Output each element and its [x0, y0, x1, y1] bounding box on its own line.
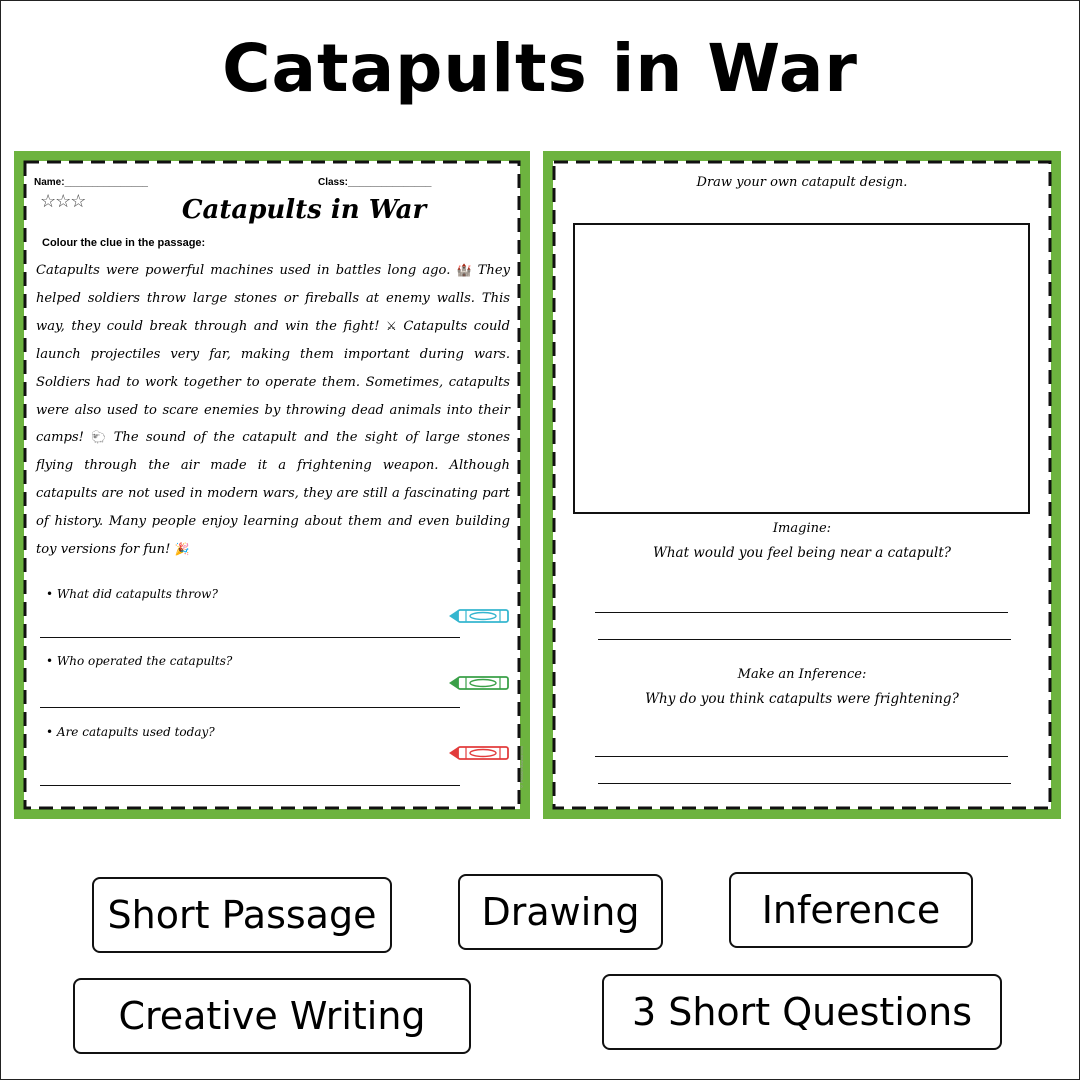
- passage-sentence: They helped soldiers throw large stones or fireballs at enemy walls. This way, they could break through and win the fight!: [36, 263, 510, 334]
- passage-worksheet: [14, 151, 530, 819]
- imagine-heading: Imagine:: [772, 521, 832, 536]
- question-text: Are catapults used today?: [56, 725, 215, 739]
- reading-passage: [36, 257, 510, 564]
- answer-line-3[interactable]: [40, 785, 460, 786]
- question-2: • Who operated the catapults?: [46, 654, 233, 668]
- inference-question: Why do you think catapults were frightening?: [645, 691, 959, 707]
- answer-line-2[interactable]: [40, 707, 460, 708]
- rating-stars: ☆☆☆: [40, 191, 86, 211]
- answer-line-1[interactable]: [40, 637, 460, 638]
- question-text: Who operated the catapults?: [56, 654, 233, 668]
- writing-line[interactable]: [598, 639, 1011, 640]
- main-title: Catapults in War: [222, 30, 858, 107]
- tag-short-questions: 3 Short Questions: [602, 974, 1002, 1050]
- castle-icon: 🏰: [456, 263, 472, 277]
- crossed-swords-icon: ⚔: [386, 318, 397, 333]
- class-field: Class:_______________: [318, 177, 432, 188]
- writing-line[interactable]: [598, 783, 1011, 784]
- drawing-box[interactable]: [573, 223, 1030, 514]
- question-3: • Are catapults used today?: [46, 725, 215, 739]
- passage-sentence: Catapults were powerful machines used in battles long ago.: [36, 263, 457, 278]
- passage-sentence: The sound of the catapult and the sight of large stones flying through the air made it a frightening weapon. Although catapults are not used in modern wars, they are still a fascinating part of history. Many people enjoy learning about them and even building toy versions for fun!: [36, 430, 510, 558]
- writing-line[interactable]: [595, 756, 1008, 757]
- tag-creative-writing: Creative Writing: [73, 978, 471, 1054]
- tag-inference: Inference: [729, 872, 973, 948]
- passage-sentence: Catapults could launch projectiles very far, making them important during wars. Soldiers had to work together to operate them. Sometimes, catapults were also used to scare enemies by throwing dead animals into their camps!: [36, 318, 510, 446]
- blue-crayon-icon: [448, 608, 510, 624]
- green-crayon-icon: [448, 675, 510, 691]
- party-popper-icon: 🎉: [174, 542, 190, 557]
- name-field: Name:_______________: [34, 177, 148, 188]
- tag-drawing: Drawing: [458, 874, 663, 950]
- watermark: © PrintableBazaar.com: [519, 745, 524, 789]
- question-1: • What did catapults throw?: [46, 587, 218, 601]
- drawing-prompt: Draw your own catapult design.: [696, 175, 908, 190]
- red-crayon-icon: [448, 745, 510, 761]
- writing-line[interactable]: [595, 612, 1008, 613]
- inference-heading: Make an Inference:: [737, 667, 867, 682]
- instruction-text: Colour the clue in the passage:: [42, 237, 206, 249]
- tag-short-passage: Short Passage: [92, 877, 392, 953]
- drawing-worksheet: [543, 151, 1061, 819]
- imagine-question: What would you feel being near a catapult?: [652, 545, 952, 561]
- worksheet-title: Catapults in War: [181, 195, 427, 225]
- question-text: What did catapults throw?: [56, 587, 218, 601]
- sheep-icon: 🐑: [91, 430, 107, 445]
